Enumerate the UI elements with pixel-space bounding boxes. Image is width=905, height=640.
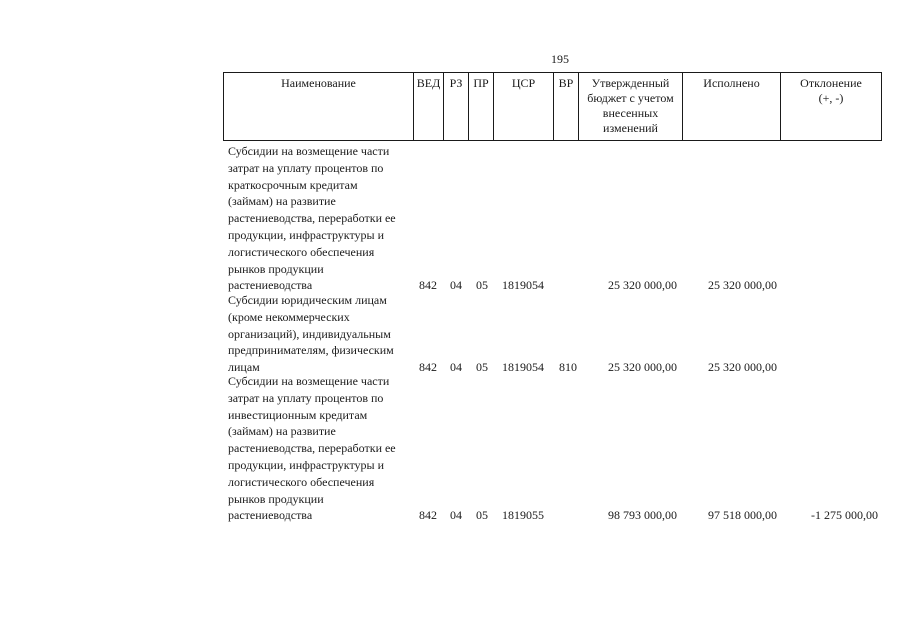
row-rz: 04 — [450, 278, 462, 293]
row-done: 25 320 000,00 — [708, 278, 777, 293]
row-done: 25 320 000,00 — [708, 360, 777, 375]
header-rz: РЗ — [444, 73, 469, 140]
row-rz: 04 — [450, 508, 462, 523]
row-name-line: растениеводства — [228, 508, 313, 523]
header-done: Исполнено — [683, 73, 781, 140]
row-rz: 04 — [450, 360, 462, 375]
row-name-line: (займам) на развитие — [228, 424, 336, 439]
header-budget-line: изменений — [603, 121, 658, 135]
row-done: 97 518 000,00 — [708, 508, 777, 523]
row-csr: 1819054 — [502, 278, 544, 293]
header-ved: ВЕД — [414, 73, 444, 140]
row-name-line: растениеводства — [228, 278, 313, 293]
row-vr: 810 — [559, 360, 577, 375]
row-ved: 842 — [419, 360, 437, 375]
row-name-line: (займам) на развитие — [228, 194, 336, 209]
row-name-line: затрат на уплату процентов по — [228, 390, 384, 405]
row-ved: 842 — [419, 508, 437, 523]
header-deviation-line: (+, -) — [818, 91, 844, 105]
header-deviation-line: Отклонение — [800, 76, 862, 90]
row-budget: 25 320 000,00 — [608, 278, 677, 293]
header-pr: ПР — [469, 73, 494, 140]
row-name-line: затрат на уплату процентов по — [228, 160, 384, 175]
table-header — [223, 72, 882, 141]
row-budget: 98 793 000,00 — [608, 508, 677, 523]
header-deviation — [781, 73, 881, 140]
row-deviation: -1 275 000,00 — [811, 508, 878, 523]
row-name-line: краткосрочным кредитам — [228, 177, 358, 192]
row-budget: 25 320 000,00 — [608, 360, 677, 375]
row-name — [228, 143, 418, 294]
row-name-line: Субсидии на возмещение части — [228, 374, 390, 388]
row-name-line: рынков продукции — [228, 491, 324, 506]
row-csr: 1819055 — [502, 508, 544, 523]
row-pr: 05 — [476, 360, 488, 375]
row-pr: 05 — [476, 278, 488, 293]
row-name-line: продукции, инфраструктуры и — [228, 457, 385, 472]
header-csr: ЦСР — [494, 73, 554, 140]
row-name-line: предпринимателям, физическим — [228, 343, 394, 358]
row-pr: 05 — [476, 508, 488, 523]
header-vr: ВР — [554, 73, 579, 140]
header-budget-line: внесенных — [602, 106, 659, 120]
page-number: 195 — [551, 52, 569, 66]
row-name-line: логистического обеспечения — [228, 244, 375, 259]
header-budget — [579, 73, 683, 140]
header-name: Наименование — [224, 73, 414, 140]
row-name-line: продукции, инфраструктуры и — [228, 227, 385, 242]
row-name-line: Субсидии юридическим лицам — [228, 293, 387, 307]
row-name-line: организаций), индивидуальным — [228, 326, 391, 341]
row-name-line: инвестиционным кредитам — [228, 407, 368, 422]
row-ved: 842 — [419, 278, 437, 293]
row-name-line: (кроме некоммерческих — [228, 309, 350, 324]
row-name-line: рынков продукции — [228, 261, 324, 276]
row-csr: 1819054 — [502, 360, 544, 375]
row-name-line: лицам — [228, 360, 260, 375]
row-name-line: растениеводства, переработки ее — [228, 211, 396, 226]
row-name — [228, 373, 418, 524]
row-name-line: растениеводства, переработки ее — [228, 441, 396, 456]
row-name-line: логистического обеспечения — [228, 474, 375, 489]
header-budget-line: бюджет с учетом — [587, 91, 674, 105]
row-name — [228, 292, 418, 376]
header-budget-line: Утвержденный — [591, 76, 670, 90]
row-name-line: Субсидии на возмещение части — [228, 144, 390, 158]
